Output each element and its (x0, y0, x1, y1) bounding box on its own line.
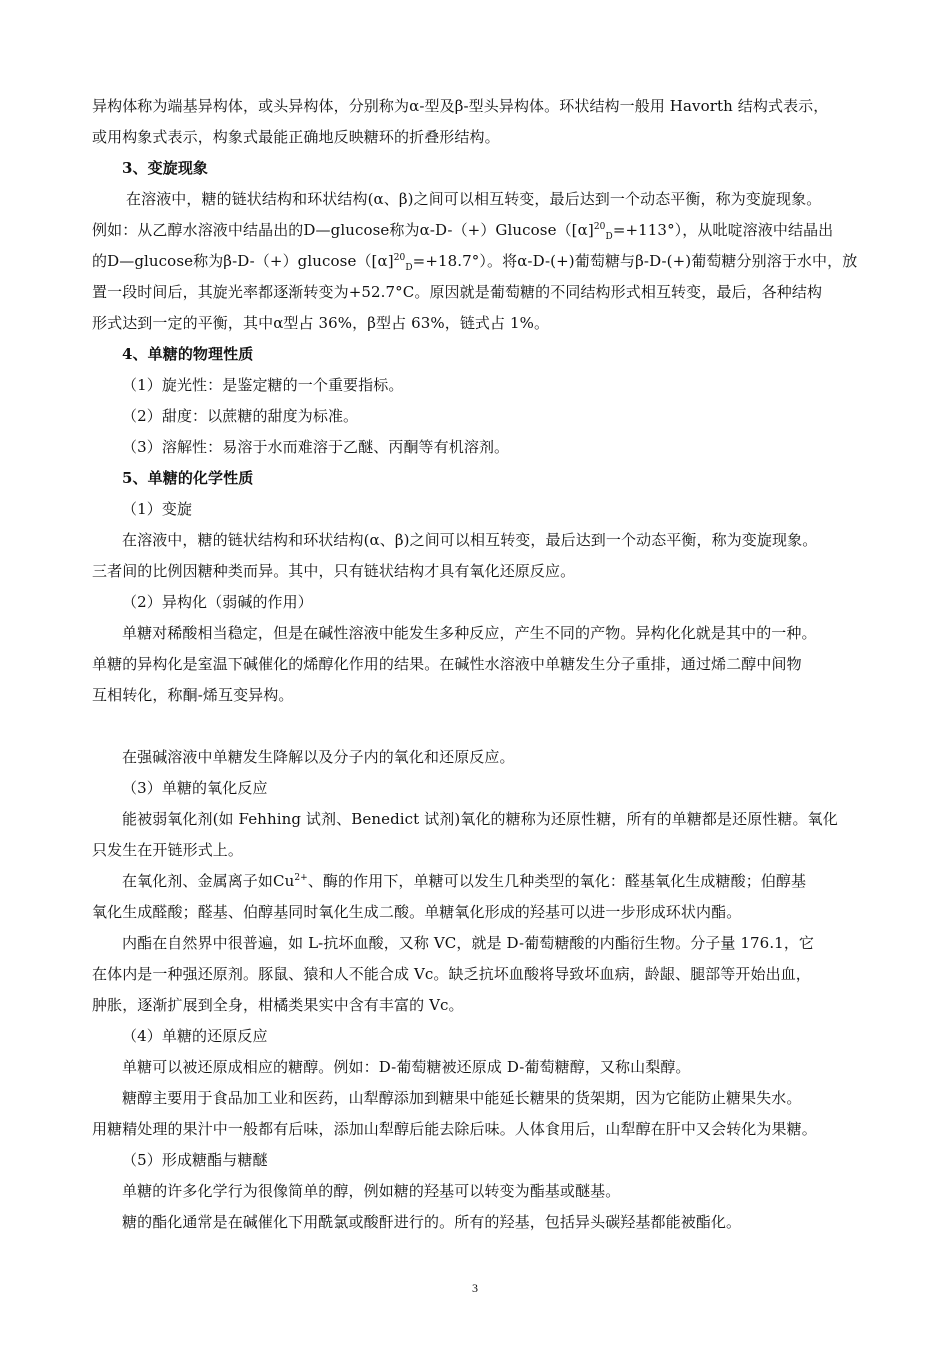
paragraph-line: 糖的酯化通常是在碱催化下用酰氯或酸酐进行的。所有的羟基，包括异头碳羟基都能被酯化。 (122, 1213, 742, 1231)
paragraph-line: 三者间的比例因糖种类而异。其中，只有链状结构才具有氧化还原反应。 (92, 562, 576, 580)
paragraph-line: 只发生在开链形式上。 (92, 841, 244, 859)
section-heading-3: 3、变旋现象 (122, 159, 209, 177)
subsection-title: （4）单糖的还原反应 (122, 1027, 268, 1045)
paragraph-line: 氧化生成醛酸；醛基、伯醇基同时氧化生成二酸。单糖氧化形成的羟基可以进一步形成环状内酯。 (92, 903, 742, 921)
paragraph-line: 单糖的异构化是室温下碱催化的烯醇化作用的结果。在碱性水溶液中单糖发生分子重排，通过烯二醇中间物 (92, 655, 802, 673)
subsection-title: （1）变旋 (122, 500, 193, 518)
paragraph-line: 用糖精处理的果汁中一般都有后味，添加山犁醇后能去除后味。人体食用后，山犁醇在肝中又会转化为果糖。 (92, 1120, 817, 1138)
property-item: （1）旋光性：是鉴定糖的一个重要指标。 (122, 376, 404, 394)
property-item: （2）甜度：以蔗糖的甜度为标准。 (122, 407, 359, 425)
section-heading-5: 5、单糖的化学性质 (122, 469, 254, 487)
paragraph-line-formula: 的D—glucose称为$\beta-D-(+)glucose([\alpha]^{20}_D=+18.7^\circ)$。将α-D-(+)葡萄糖与β-D-(+)葡萄糖分别溶于水中，放 (92, 252, 858, 273)
paragraph-line: 能被弱氧化剂(如 Fehhing 试剂、Benedict 试剂)氧化的糖称为还原性糖，所有的单糖都是还原性糖。氧化 (122, 810, 838, 828)
blank-line (92, 711, 860, 742)
page-number: 3 (472, 1281, 478, 1295)
document-body (92, 91, 860, 1238)
paragraph-line: 形式达到一定的平衡，其中α型占 36%，β型占 63%，链式占 1%。 (92, 314, 550, 332)
property-item: （3）溶解性：易溶于水而难溶于乙醚、丙酮等有机溶剂。 (122, 438, 510, 456)
paragraph-line: 单糖对稀酸相当稳定，但是在碱性溶液中能发生多种反应，产生不同的产物。异构化化就是其中的一种。 (122, 624, 817, 642)
subsection-title: （5）形成糖酯与糖醚 (122, 1151, 268, 1169)
paragraph-line: 在溶液中，糖的链状结构和环状结构(α、β)之间可以相互转变，最后达到一个动态平衡，称为变旋现象。 (122, 531, 818, 549)
paragraph-line: 糖醇主要用于食品加工业和医药，山犁醇添加到糖果中能延长糖果的货架期，因为它能防止糖果失水。 (122, 1089, 802, 1107)
paragraph-line: 异构体称为端基异构体，或头异构体，分别称为α-型及β-型头异构体。环状结构一般用 Havorth 结构式表示， (92, 97, 829, 115)
paragraph-line: 在强碱溶液中单糖发生降解以及分子内的氧化和还原反应。 (122, 748, 515, 766)
paragraph-line: 单糖的许多化学行为很像简单的醇，例如糖的羟基可以转变为酯基或醚基。 (122, 1182, 621, 1200)
paragraph-line-formula: 例如：从乙醇水溶液中结晶出的D—glucose称为$\alpha-D-(+)Glucose([\alpha]^{20}_D=+113^\circ)$，从吡啶溶液中结晶出 (92, 221, 834, 242)
paragraph-line: 单糖可以被还原成相应的糖醇。例如：D-葡萄糖被还原成 D-葡萄糖醇，又称山梨醇。 (122, 1058, 691, 1076)
paragraph-line: 在溶液中，糖的链状结构和环状结构(α、β)之间可以相互转变，最后达到一个动态平衡，称为变旋现象。 (126, 190, 822, 208)
paragraph-line-formula: 在氧化剂、金属离子如$Cu^{2+}$、酶的作用下，单糖可以发生几种类型的氧化：醛基氧化生成糖酸；伯醇基 (122, 872, 807, 890)
subsection-title: （3）单糖的氧化反应 (122, 779, 268, 797)
paragraph-line: 在体内是一种强还原剂。豚鼠、猿和人不能合成 Vc。缺乏抗坏血酸将导致坏血病，龄龈、腿部等开始出血， (92, 965, 811, 983)
paragraph-line: 肿胀，逐渐扩展到全身，柑橘类果实中含有丰富的 Vc。 (92, 996, 464, 1014)
paragraph-line: 置一段时间后，其旋光率都逐渐转变为+52.7°C。原因就是葡萄糖的不同结构形式相互转变，最后，各种结构 (92, 283, 823, 301)
paragraph-line: 互相转化，称酮-烯互变异构。 (92, 686, 294, 704)
paragraph-line: 或用构象式表示，构象式最能正确地反映糖环的折叠形结构。 (92, 128, 500, 146)
section-heading-4: 4、单糖的物理性质 (122, 345, 254, 363)
subsection-title: （2）异构化（弱碱的作用） (122, 593, 313, 611)
paragraph-line: 内酯在自然界中很普遍，如 L-抗坏血酸，又称 VC，就是 D-葡萄糖酸的内酯衍生物。分子量 176.1，它 (122, 934, 815, 952)
